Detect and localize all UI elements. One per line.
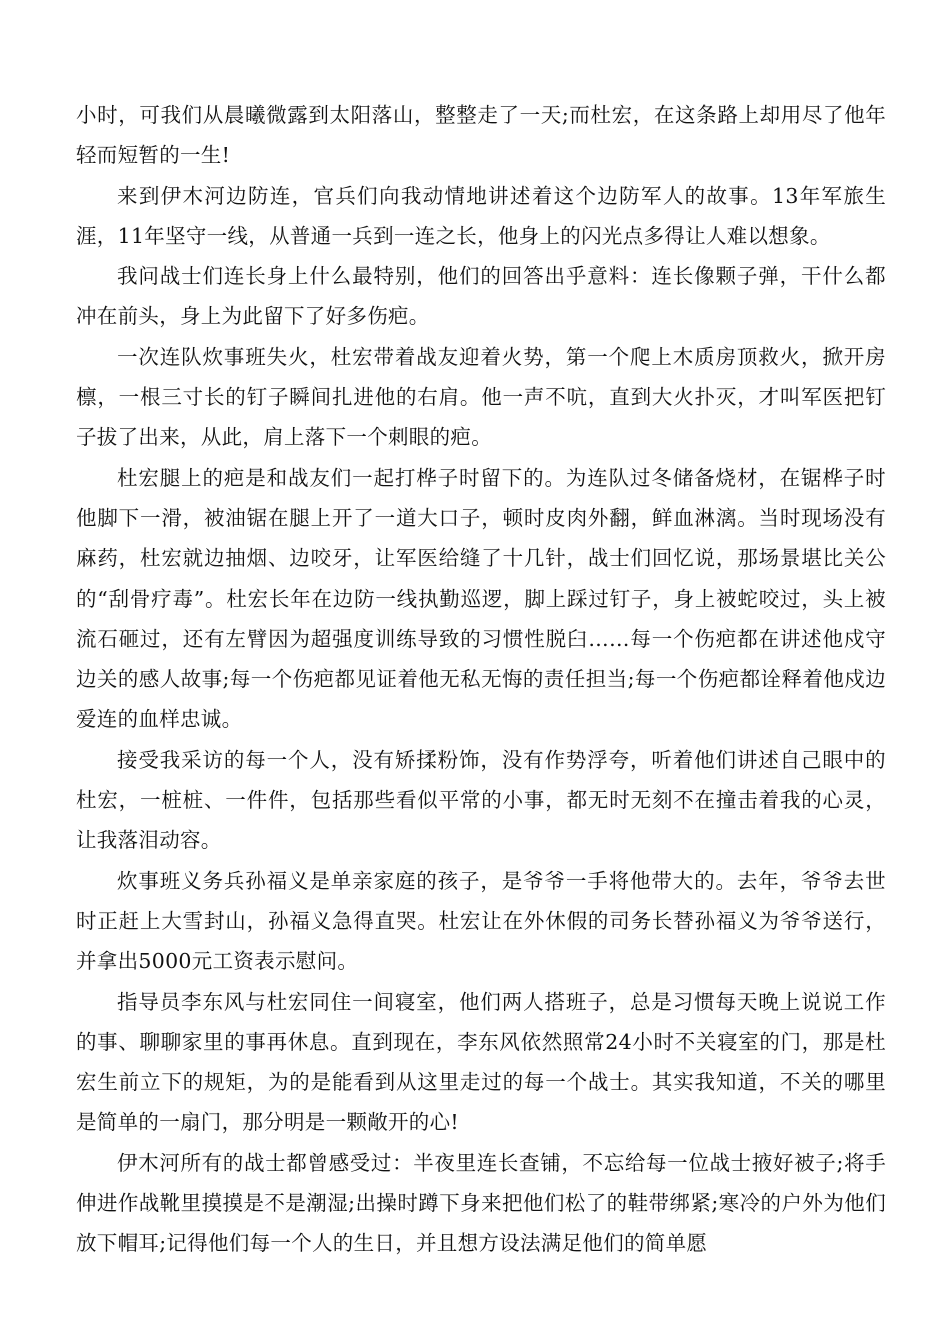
paragraph-6: 接受我采访的每一个人，没有矫揉粉饰，没有作势浮夸，听着他们讲述自己眼中的杜宏，一桩桩、一件件，包括那些看似平常的小事，都无时无刻不在撞击着我的心灵，让我落泪动容。 <box>76 747 886 853</box>
paragraph-5: 杜宏腿上的疤是和战友们一起打桦子时留下的。为连队过冬储备烧材，在锯桦子时他脚下一滑，被油锯在腿上开了一道大口子，顿时皮肉外翻，鲜血淋漓。当时现场没有麻药，杜宏就边抽烟、边咬牙，让军医给缝了十几针，战士们回忆说，那场景堪比关公的“刮骨疗毒”。杜宏长年在边防一线执勤巡逻，脚上踩过钉子，身上被蛇咬过，头上被流石砸过，还有左臂因为超强度训练导致的习惯性脱臼……每一个伤疤都在讲述他戍守边关的感人故事;每一个伤疤都见证着他无私无悔的责任担当;每一个伤疤都诠释着他戍边爱连的血样忠诚。 <box>76 465 886 732</box>
paragraph-9: 伊木河所有的战士都曾感受过：半夜里连长查铺，不忘给每一位战士掖好被子;将手伸进作战靴里摸摸是不是潮湿;出操时蹲下身来把他们松了的鞋带绑紧;寒冷的户外为他们放下帽耳;记得他们每一个人的生日，并且想方设法满足他们的简单愿 <box>76 1150 886 1256</box>
paragraph-3: 我问战士们连长身上什么最特别，他们的回答出乎意料：连长像颗子弹，干什么都冲在前头，身上为此留下了好多伤疤。 <box>76 264 886 329</box>
paragraph-2: 来到伊木河边防连，官兵们向我动情地讲述着这个边防军人的故事。13年军旅生涯，11年坚守一线，从普通一兵到一连之长，他身上的闪光点多得让人难以想象。 <box>76 183 886 248</box>
article-body <box>76 95 886 1264</box>
paragraph-7: 炊事班义务兵孙福义是单亲家庭的孩子，是爷爷一手将他带大的。去年，爷爷去世时正赶上大雪封山，孙福义急得直哭。杜宏让在外休假的司务长替孙福义为爷爷送行，并拿出5000元工资表示慰问。 <box>76 868 886 974</box>
paragraph-4: 一次连队炊事班失火，杜宏带着战友迎着火势，第一个爬上木质房顶救火，掀开房檩，一根三寸长的钉子瞬间扎进他的右肩。他一声不吭，直到大火扑灭，才叫军医把钉子拔了出来，从此，肩上落下一个刺眼的疤。 <box>76 344 886 450</box>
paragraph-1: 小时，可我们从晨曦微露到太阳落山，整整走了一天;而杜宏，在这条路上却用尽了他年轻而短暂的一生! <box>76 103 886 168</box>
paragraph-8: 指导员李东风与杜宏同住一间寝室，他们两人搭班子，总是习惯每天晚上说说工作的事、聊聊家里的事再休息。直到现在，李东风依然照常24小时不关寝室的门，那是杜宏生前立下的规矩，为的是能看到从这里走过的每一个战士。其实我知道，不关的哪里是简单的一扇门，那分明是一颗敞开的心! <box>76 989 886 1135</box>
